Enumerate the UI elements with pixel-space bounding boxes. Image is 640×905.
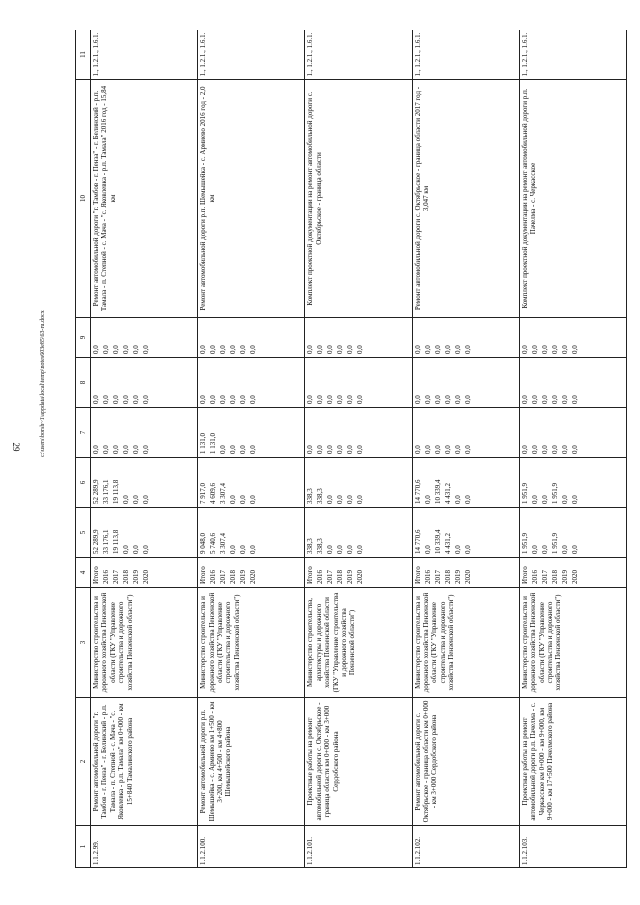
- expected-result-cell: Ремонт автомобильной дороги р.п. Шемышейка - с. Армиево 2016 год - 2,0 км: [198, 80, 305, 318]
- budget-table: [75, 30, 627, 868]
- funding-col6-cell-line: 4 431,2: [443, 483, 452, 504]
- year-list-cell-line: 2020: [249, 570, 258, 584]
- indicator-links-cell: 1., 1.2.1., 1.6.1.: [412, 30, 519, 80]
- funding-col9-cell-line: 0,0: [336, 345, 345, 354]
- funding-col8-cell-line: 0,0: [530, 395, 539, 404]
- funding-col6-cell-line: 3 307,4: [219, 483, 228, 504]
- funding-col8-cell: [198, 358, 305, 408]
- total-funding-cell-line: 0,0: [142, 545, 150, 554]
- funding-col7-cell-line: 0,0: [336, 445, 345, 454]
- year-list-cell: [198, 558, 305, 588]
- row-number-cell: 1.1.2.99.: [91, 826, 198, 868]
- funding-col7-cell-line: 0,0: [346, 445, 355, 454]
- funding-col7-cell-line: 0,0: [560, 445, 569, 454]
- funding-col9-cell-line: 0,0: [92, 345, 100, 354]
- year-list-cell-line: 2016: [316, 570, 325, 584]
- funding-col8-cell-line: 0,0: [142, 395, 150, 404]
- total-funding-cell-line: 3 307,4: [219, 533, 228, 554]
- header-cell-1: 1: [76, 826, 91, 868]
- rotated-table-wrapper: [75, 30, 627, 868]
- funding-col7-cell-line: 0,0: [219, 445, 228, 454]
- year-list-cell-line: 2019: [453, 570, 462, 584]
- header-cell-9: 9: [76, 318, 91, 358]
- funding-col7-cell-line: 0,0: [326, 445, 335, 454]
- funding-col8-cell-line: 0,0: [453, 395, 462, 404]
- executor-cell: Министерство строительства и дорожного хозяйства Пензенской области (ГКУ "Управление строительства и дорожного хозяйства Пензенской области"): [412, 588, 519, 698]
- funding-col9-cell: [198, 318, 305, 358]
- funding-col8-cell-line: 0,0: [356, 395, 365, 404]
- funding-col8-cell-line: 0,0: [433, 395, 442, 404]
- total-funding-cell-line: 33 176,1: [102, 529, 110, 554]
- funding-col7-cell-line: 0,0: [413, 445, 422, 454]
- year-list-cell-line: 2018: [550, 570, 559, 584]
- year-list-cell-line: 2016: [423, 570, 432, 584]
- funding-col7-cell-line: 0,0: [433, 445, 442, 454]
- funding-col6-cell-line: 0,0: [346, 495, 355, 504]
- funding-col6-cell-line: 10 339,4: [433, 479, 442, 504]
- funding-col9-cell: [305, 318, 412, 358]
- funding-col6-cell-line: 0,0: [239, 495, 248, 504]
- funding-col8-cell-line: 0,0: [326, 395, 335, 404]
- funding-col6-cell-line: 0,0: [463, 495, 472, 504]
- year-list-cell-line: Итого: [199, 566, 208, 584]
- funding-col9-cell-line: 0,0: [102, 345, 110, 354]
- header-row: [76, 30, 91, 868]
- total-funding-cell: [198, 508, 305, 558]
- funding-col7-cell-line: 0,0: [540, 445, 549, 454]
- header-cell-8: 8: [76, 358, 91, 408]
- funding-col9-cell-line: 0,0: [239, 345, 248, 354]
- funding-col9-cell: [519, 318, 626, 358]
- year-list-cell-line: 2018: [229, 570, 238, 584]
- total-funding-cell-line: 0,0: [122, 545, 130, 554]
- funding-col8-cell-line: 0,0: [540, 395, 549, 404]
- funding-col7-cell-line: 0,0: [530, 445, 539, 454]
- funding-col7-cell-line: 0,0: [102, 445, 110, 454]
- funding-col7-cell: [91, 408, 198, 458]
- year-list-cell-line: Итого: [520, 566, 529, 584]
- indicator-links-cell: 1., 1.2.1., 1.6.1.: [91, 30, 198, 80]
- funding-col8-cell-line: 0,0: [316, 395, 325, 404]
- funding-col6-cell-line: 0,0: [356, 495, 365, 504]
- row-number-cell: 1.1.2.101.: [305, 826, 412, 868]
- funding-col9-cell-line: 0,0: [346, 345, 355, 354]
- total-funding-cell-line: 19 113,8: [112, 529, 120, 554]
- funding-col6-cell-line: 7 917,0: [199, 483, 208, 504]
- funding-col7-cell-line: 0,0: [132, 445, 140, 454]
- year-list-cell: [412, 558, 519, 588]
- funding-col8-cell-line: 0,0: [560, 395, 569, 404]
- funding-col8-cell: [305, 358, 412, 408]
- header-cell-11: 11: [76, 30, 91, 80]
- funding-col7-cell-line: 0,0: [550, 445, 559, 454]
- funding-col7-cell-line: 1 131,0: [209, 433, 218, 454]
- funding-col6-cell-line: 0,0: [229, 495, 238, 504]
- funding-col8-cell-line: 0,0: [229, 395, 238, 404]
- table-row: [412, 30, 519, 868]
- funding-col7-cell-line: 0,0: [112, 445, 120, 454]
- year-list-cell-line: Итого: [306, 566, 315, 584]
- executor-cell: Министерство строительства и дорожного хозяйства Пензенской области (ГКУ "Управление строительства и дорожного хозяйства Пензенской области"): [91, 588, 198, 698]
- funding-col6-cell-line: 0,0: [326, 495, 335, 504]
- funding-col8-cell: [519, 358, 626, 408]
- indicator-links-cell: 1., 1.2.1., 1.6.1.: [519, 30, 626, 80]
- funding-col6-cell-line: 0,0: [336, 495, 345, 504]
- total-funding-cell: [519, 508, 626, 558]
- total-funding-cell-line: 0,0: [463, 545, 472, 554]
- year-list-cell-line: 2019: [132, 570, 140, 584]
- funding-col7-cell-line: 0,0: [423, 445, 432, 454]
- funding-col9-cell-line: 0,0: [326, 345, 335, 354]
- funding-col9-cell-line: 0,0: [560, 345, 569, 354]
- funding-col9-cell-line: 0,0: [306, 345, 315, 354]
- funding-col9-cell-line: 0,0: [423, 345, 432, 354]
- year-list-cell-line: 2020: [570, 570, 579, 584]
- header-cell-6: 6: [76, 458, 91, 508]
- page-number: 29: [11, 442, 21, 452]
- row-number-cell: 1.1.2.100.: [198, 826, 305, 868]
- funding-col9-cell-line: 0,0: [550, 345, 559, 354]
- funding-col9-cell: [412, 318, 519, 358]
- total-funding-cell-line: 4 431,2: [443, 533, 452, 554]
- funding-col9-cell-line: 0,0: [112, 345, 120, 354]
- funding-col8-cell: [91, 358, 198, 408]
- year-list-cell-line: 2017: [433, 570, 442, 584]
- funding-col7-cell: [412, 408, 519, 458]
- funding-col9-cell-line: 0,0: [570, 345, 579, 354]
- funding-col9-cell-line: 0,0: [453, 345, 462, 354]
- funding-col6-cell-line: 0,0: [142, 495, 150, 504]
- year-list-cell: [91, 558, 198, 588]
- funding-col9-cell-line: 0,0: [249, 345, 258, 354]
- total-funding-cell-line: 1 951,9: [550, 533, 559, 554]
- funding-col6-cell-line: 0,0: [540, 495, 549, 504]
- year-list-cell-line: Итого: [92, 566, 100, 584]
- funding-col7-cell-line: 1 131,0: [199, 433, 208, 454]
- funding-col6-cell-line: 0,0: [453, 495, 462, 504]
- total-funding-cell-line: 0,0: [249, 545, 258, 554]
- funding-col8-cell-line: 0,0: [209, 395, 218, 404]
- total-funding-cell-line: 0,0: [229, 545, 238, 554]
- funding-col9-cell-line: 0,0: [229, 345, 238, 354]
- funding-col9-cell-line: 0,0: [132, 345, 140, 354]
- funding-col8-cell-line: 0,0: [346, 395, 355, 404]
- header-cell-5: 5: [76, 508, 91, 558]
- measure-name-cell: Ремонт автомобильной дороги "г. Тамбов - г. Пенза" - г. Белинский - р.п. Тамала - п. Степной - с. Мача - "с. Яковлевка - р.п. Тамала" км 0+000 - км 15+840 Тамалинского района: [91, 698, 198, 826]
- funding-col9-cell-line: 0,0: [540, 345, 549, 354]
- funding-col9-cell-line: 0,0: [463, 345, 472, 354]
- total-funding-cell-line: 9 048,0: [199, 533, 208, 554]
- funding-col6-cell-line: 52 289,9: [92, 479, 100, 504]
- year-list-cell-line: 2017: [326, 570, 335, 584]
- funding-col7-cell-line: 0,0: [443, 445, 452, 454]
- funding-col7-cell-line: 0,0: [239, 445, 248, 454]
- funding-col8-cell-line: 0,0: [520, 395, 529, 404]
- funding-col9-cell-line: 0,0: [209, 345, 218, 354]
- measure-name-cell: Ремонт автомобильной дороги р.п. Шемышейка - с. Армиево км 1+500 - км 3+200, км 4+500 - км 4+800 Шемышейского района: [198, 698, 305, 826]
- funding-col6-cell-line: 0,0: [132, 495, 140, 504]
- funding-col7-cell-line: 0,0: [229, 445, 238, 454]
- year-list-cell-line: 2017: [112, 570, 120, 584]
- funding-col7-cell-line: 0,0: [570, 445, 579, 454]
- total-funding-cell: [91, 508, 198, 558]
- total-funding-cell-line: 0,0: [239, 545, 248, 554]
- funding-col6-cell: [198, 458, 305, 508]
- funding-col6-cell: [412, 458, 519, 508]
- funding-col8-cell-line: 0,0: [239, 395, 248, 404]
- funding-col9-cell-line: 0,0: [219, 345, 228, 354]
- header-cell-7: 7: [76, 408, 91, 458]
- total-funding-cell-line: 0,0: [346, 545, 355, 554]
- year-list-cell-line: 2017: [540, 570, 549, 584]
- funding-col9-cell-line: 0,0: [443, 345, 452, 354]
- funding-col6-cell: [519, 458, 626, 508]
- funding-col6-cell-line: 0,0: [560, 495, 569, 504]
- funding-col6-cell-line: 338,3: [316, 488, 325, 504]
- total-funding-cell-line: 0,0: [356, 545, 365, 554]
- funding-col6-cell-line: 19 113,8: [112, 479, 120, 504]
- funding-col6-cell-line: 33 176,1: [102, 479, 110, 504]
- funding-col7-cell-line: 0,0: [92, 445, 100, 454]
- year-list-cell: [305, 558, 412, 588]
- funding-col6-cell-line: 4 609,6: [209, 483, 218, 504]
- funding-col9-cell-line: 0,0: [199, 345, 208, 354]
- table-area: [75, 30, 640, 870]
- table-row: [519, 30, 626, 868]
- indicator-links-cell: 1., 1.2.1., 1.6.1.: [305, 30, 412, 80]
- funding-col7-cell-line: 0,0: [316, 445, 325, 454]
- total-funding-cell-line: 5 740,6: [209, 533, 218, 554]
- year-list-cell-line: 2016: [530, 570, 539, 584]
- funding-col7-cell-line: 0,0: [122, 445, 130, 454]
- funding-col8-cell-line: 0,0: [122, 395, 130, 404]
- funding-col9-cell-line: 0,0: [433, 345, 442, 354]
- year-list-cell-line: 2016: [209, 570, 218, 584]
- header-cell-4: 4: [76, 558, 91, 588]
- executor-cell: Министерство строительства и дорожного хозяйства Пензенской области (ГКУ "Управление строительства и дорожного хозяйства Пензенской области"): [198, 588, 305, 698]
- total-funding-cell-line: 0,0: [326, 545, 335, 554]
- table-row: [198, 30, 305, 868]
- expected-result-cell: Комплект проектной документации на ремонт автомобильной дороги с. Октябрьское - граница области: [305, 80, 412, 318]
- funding-col8-cell-line: 0,0: [413, 395, 422, 404]
- funding-col9-cell-line: 0,0: [413, 345, 422, 354]
- year-list-cell-line: 2019: [346, 570, 355, 584]
- funding-col8-cell-line: 0,0: [306, 395, 315, 404]
- funding-col9-cell-line: 0,0: [122, 345, 130, 354]
- year-list-cell-line: 2019: [239, 570, 248, 584]
- measure-name-cell: Ремонт автомобильной дороги с. Октябрьское - граница области км 0+000 - км 3+000 Сердобского района: [412, 698, 519, 826]
- year-list-cell: [519, 558, 626, 588]
- funding-col7-cell-line: 0,0: [520, 445, 529, 454]
- executor-cell: Министерство строительства и дорожного хозяйства Пензенской области (ГКУ "Управление строительства и дорожного хозяйства Пензенской области"): [519, 588, 626, 698]
- table-row: [91, 30, 198, 868]
- total-funding-cell-line: 0,0: [453, 545, 462, 554]
- funding-col8-cell-line: 0,0: [199, 395, 208, 404]
- funding-col8-cell-line: 0,0: [249, 395, 258, 404]
- funding-col6-cell-line: 1 951,9: [550, 483, 559, 504]
- funding-col8-cell: [412, 358, 519, 408]
- funding-col7-cell-line: 0,0: [463, 445, 472, 454]
- table-row: [305, 30, 412, 868]
- total-funding-cell: [305, 508, 412, 558]
- row-number-cell: 1.1.2.102.: [412, 826, 519, 868]
- funding-col6-cell-line: 0,0: [570, 495, 579, 504]
- funding-col6-cell: [91, 458, 198, 508]
- total-funding-cell-line: 0,0: [560, 545, 569, 554]
- total-funding-cell-line: 0,0: [570, 545, 579, 554]
- year-list-cell-line: 2017: [219, 570, 228, 584]
- funding-col7-cell-line: 0,0: [306, 445, 315, 454]
- total-funding-cell-line: 0,0: [540, 545, 549, 554]
- funding-col7-cell-line: 0,0: [356, 445, 365, 454]
- expected-result-cell: Ремонт автомобильной дороги с. Октябрьское - граница области 2017 год - 3,047 км: [412, 80, 519, 318]
- funding-col6-cell-line: 0,0: [530, 495, 539, 504]
- funding-col8-cell-line: 0,0: [219, 395, 228, 404]
- funding-col7-cell-line: 0,0: [249, 445, 258, 454]
- funding-col8-cell-line: 0,0: [112, 395, 120, 404]
- funding-col6-cell-line: 0,0: [249, 495, 258, 504]
- funding-col9-cell-line: 0,0: [530, 345, 539, 354]
- funding-col8-cell-line: 0,0: [550, 395, 559, 404]
- total-funding-cell-line: 52 289,9: [92, 529, 100, 554]
- executor-cell: Министерство строительства, архитектуры и дорожного хозяйства Пензенской области (ГКУ "Управление строительства и дорожного хозяйства Пензенской области"): [305, 588, 412, 698]
- funding-col9-cell-line: 0,0: [520, 345, 529, 354]
- year-list-cell-line: 2019: [560, 570, 569, 584]
- funding-col7-cell: [305, 408, 412, 458]
- funding-col8-cell-line: 0,0: [92, 395, 100, 404]
- year-list-cell-line: 2018: [336, 570, 345, 584]
- header-cell-3: 3: [76, 588, 91, 698]
- total-funding-cell-line: 338,3: [306, 538, 315, 554]
- funding-col8-cell-line: 0,0: [132, 395, 140, 404]
- funding-col8-cell-line: 0,0: [423, 395, 432, 404]
- year-list-cell-line: Итого: [413, 566, 422, 584]
- funding-col6-cell-line: 0,0: [423, 495, 432, 504]
- total-funding-cell-line: 14 770,6: [413, 529, 422, 554]
- measure-name-cell: Проектные работы на ремонт автомобильной дороги с. Октябрьское - граница области км 0+000 - км 3+000 Сердобского района: [305, 698, 412, 826]
- funding-col6-cell-line: 338,3: [306, 488, 315, 504]
- total-funding-cell-line: 1 951,9: [520, 533, 529, 554]
- funding-col8-cell-line: 0,0: [463, 395, 472, 404]
- funding-col7-cell-line: 0,0: [453, 445, 462, 454]
- header-cell-10: 10: [76, 80, 91, 318]
- indicator-links-cell: 1., 1.2.1., 1.6.1.: [198, 30, 305, 80]
- funding-col9-cell: [91, 318, 198, 358]
- year-list-cell-line: 2020: [463, 570, 472, 584]
- year-list-cell-line: 2018: [443, 570, 452, 584]
- footer-file-path: c:\users\borsh~1\appdata\local\temp\notes603e85\63-ru.docx: [40, 310, 46, 457]
- funding-col8-cell-line: 0,0: [102, 395, 110, 404]
- total-funding-cell-line: 0,0: [530, 545, 539, 554]
- funding-col9-cell-line: 0,0: [142, 345, 150, 354]
- funding-col6-cell-line: 0,0: [122, 495, 130, 504]
- row-number-cell: 1.1.2.103.: [519, 826, 626, 868]
- funding-col7-cell-line: 0,0: [142, 445, 150, 454]
- funding-col8-cell-line: 0,0: [336, 395, 345, 404]
- total-funding-cell: [412, 508, 519, 558]
- expected-result-cell: Ремонт автомобильной дороги "г. Тамбов - г. Пенза" - г. Белинский - р.п. Тамала - п. Степной - с. Мача - "с. Яковлевка - р.п. Тамала" 2016 год - 15,84 км: [91, 80, 198, 318]
- funding-col8-cell-line: 0,0: [443, 395, 452, 404]
- total-funding-cell-line: 0,0: [336, 545, 345, 554]
- header-cell-2: 2: [76, 698, 91, 826]
- funding-col7-cell: [519, 408, 626, 458]
- measure-name-cell: Проектные работы на ремонт автомобильной дороги р.п. Пачелма - с. Черкасское км 0+000 - км 9+000, км 9+000 - км 17+500 Пачелмского района: [519, 698, 626, 826]
- total-funding-cell-line: 0,0: [132, 545, 140, 554]
- funding-col7-cell: [198, 408, 305, 458]
- funding-col6-cell: [305, 458, 412, 508]
- funding-col6-cell-line: 1 951,9: [520, 483, 529, 504]
- funding-col8-cell-line: 0,0: [570, 395, 579, 404]
- year-list-cell-line: 2020: [356, 570, 365, 584]
- total-funding-cell-line: 338,3: [316, 538, 325, 554]
- total-funding-cell-line: 10 339,4: [433, 529, 442, 554]
- funding-col6-cell-line: 14 770,6: [413, 479, 422, 504]
- funding-col9-cell-line: 0,0: [316, 345, 325, 354]
- funding-col9-cell-line: 0,0: [356, 345, 365, 354]
- year-list-cell-line: 2016: [102, 570, 110, 584]
- total-funding-cell-line: 0,0: [423, 545, 432, 554]
- year-list-cell-line: 2018: [122, 570, 130, 584]
- expected-result-cell: Комплект проектной документации на ремонт автомобильной дороги р.п. Пачелма - с. Черкасское: [519, 80, 626, 318]
- year-list-cell-line: 2020: [142, 570, 150, 584]
